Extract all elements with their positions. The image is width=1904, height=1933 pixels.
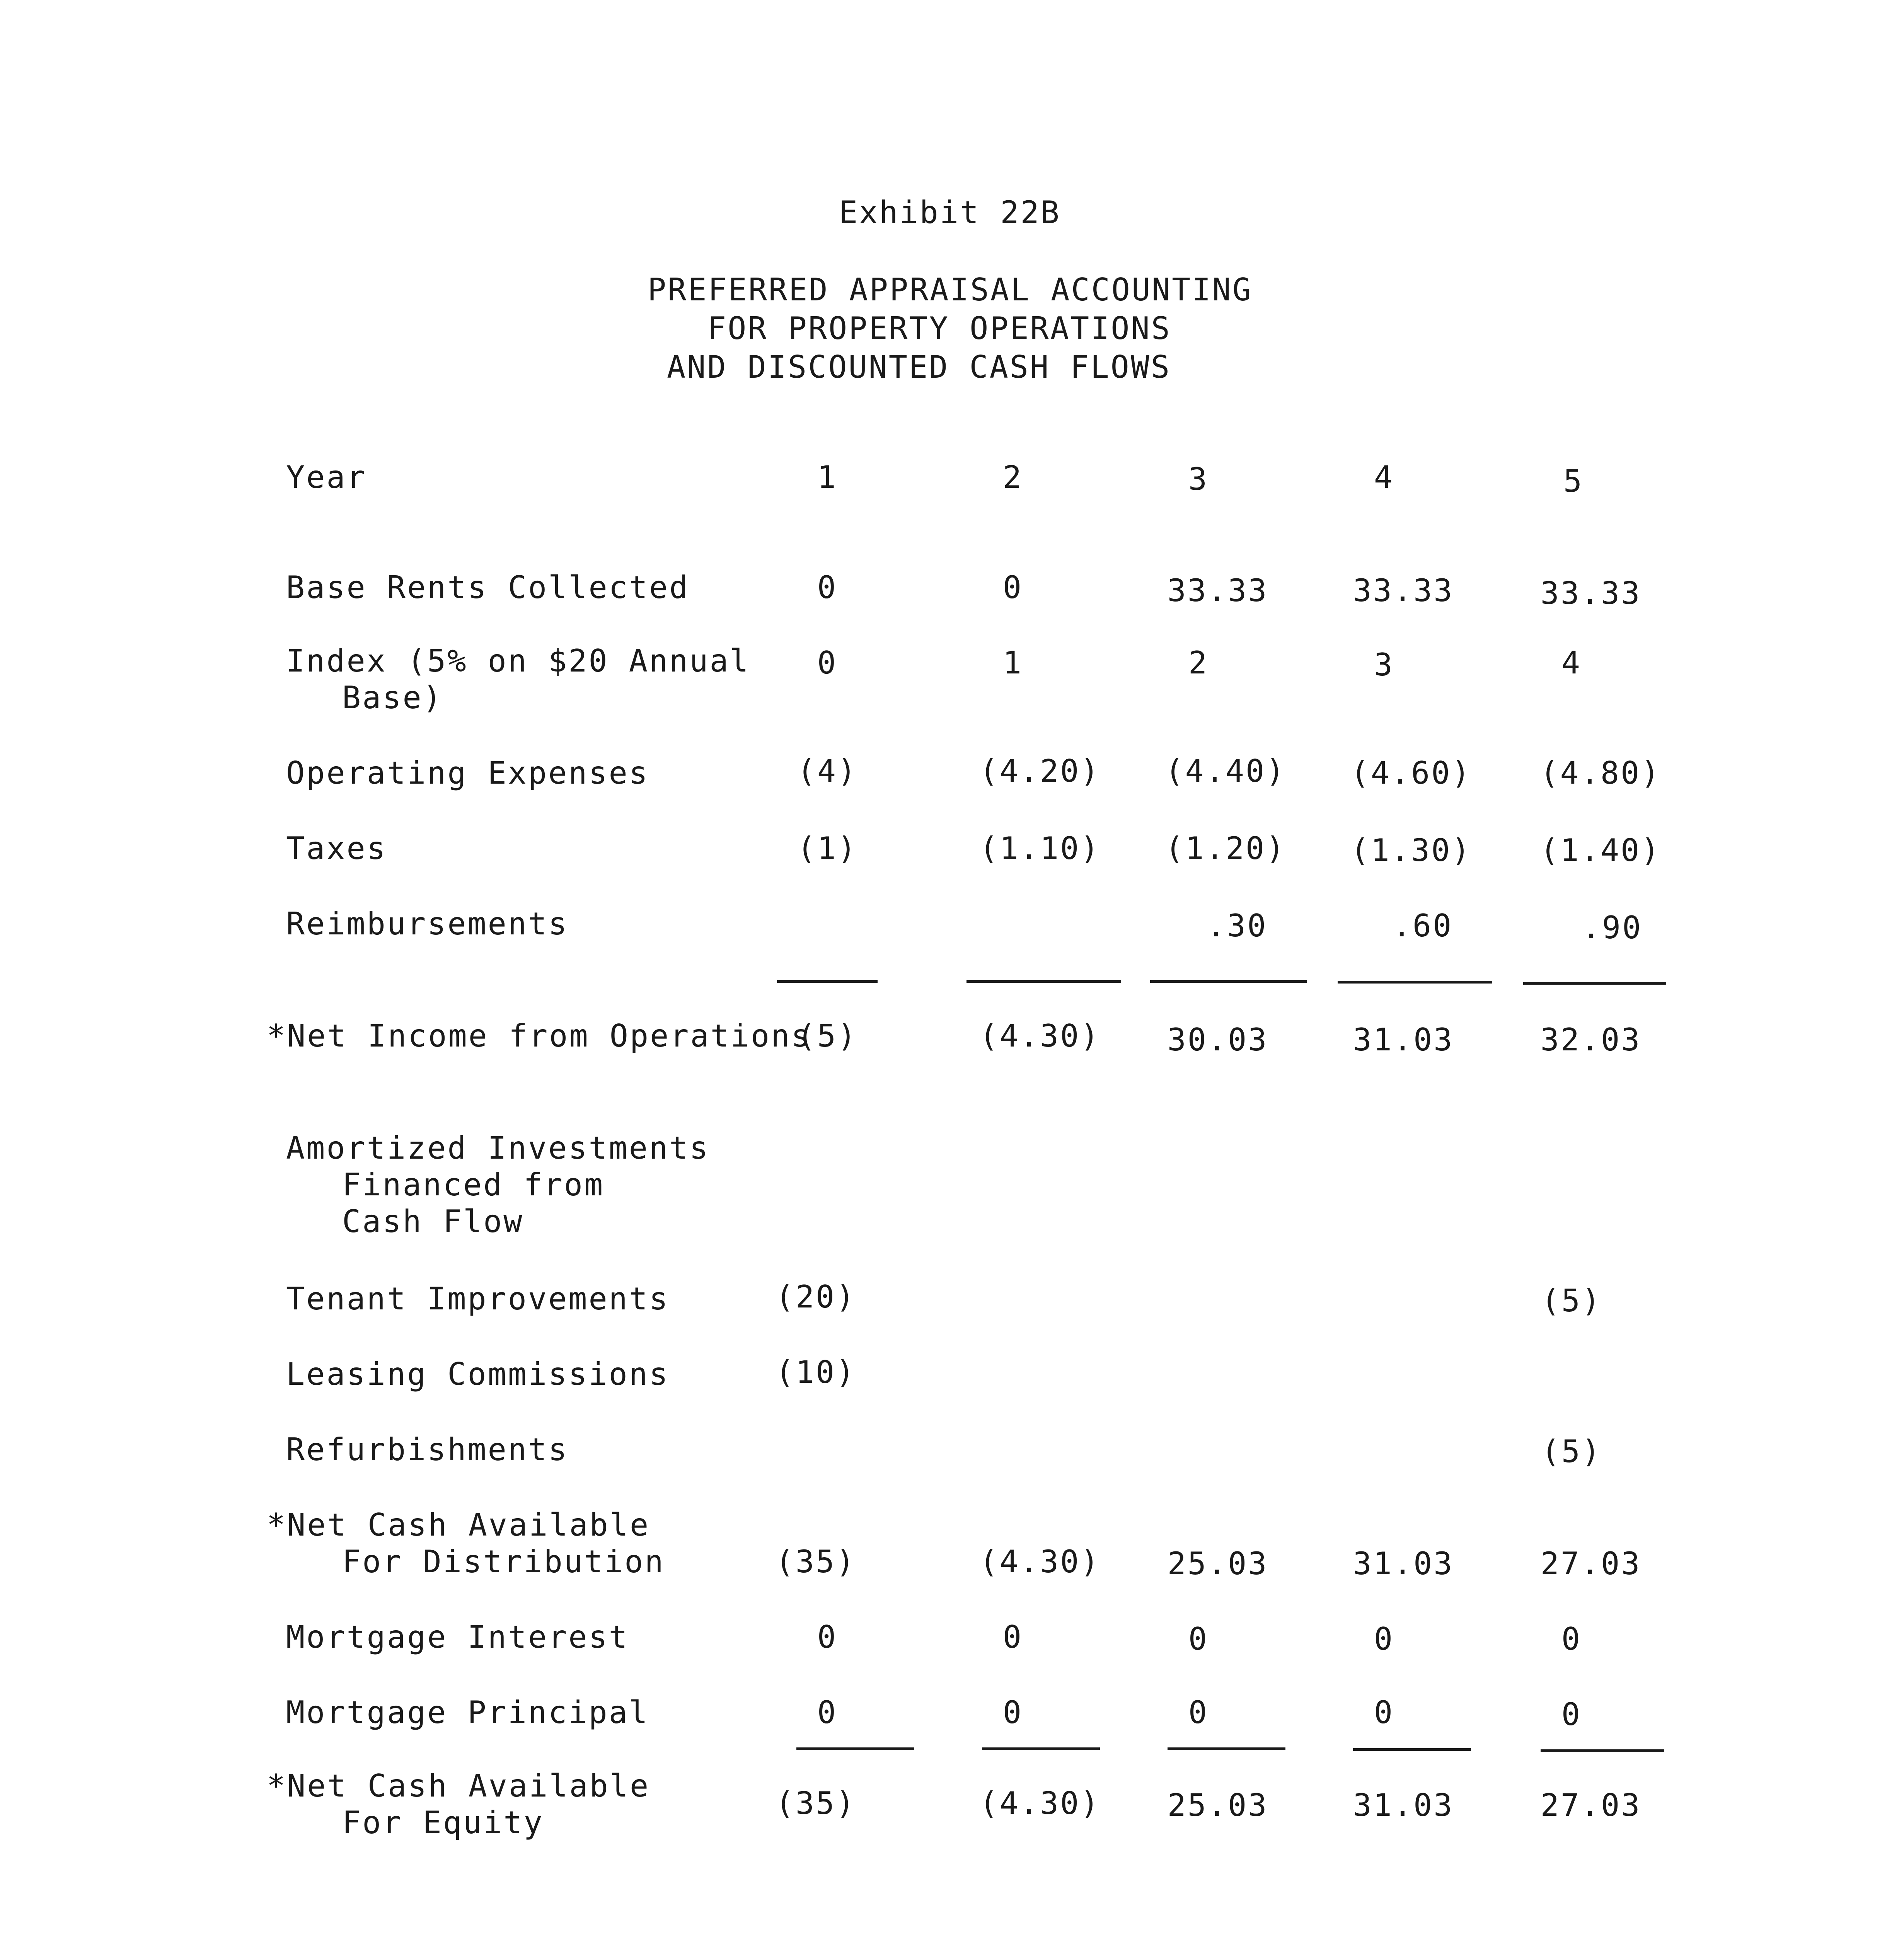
cell-mint-3: 0 bbox=[1188, 1621, 1209, 1657]
cell-opex-2: (4.20) bbox=[979, 753, 1101, 789]
title-line-1: PREFERRED APPRAISAL ACCOUNTING bbox=[648, 272, 1253, 308]
year-5: 5 bbox=[1563, 463, 1584, 499]
row-label-index-2: Base) bbox=[342, 680, 443, 716]
subtotal-rule-1 bbox=[777, 980, 878, 983]
cell-taxes-3: (1.20) bbox=[1165, 830, 1286, 866]
cell-tenant-5: (5) bbox=[1541, 1283, 1602, 1319]
cell-net-income-4: 31.03 bbox=[1353, 1022, 1454, 1058]
cell-taxes-2: (1.10) bbox=[979, 830, 1101, 866]
cell-ncd-3: 25.03 bbox=[1167, 1546, 1268, 1582]
row-label-reimbursements: Reimbursements bbox=[286, 906, 569, 942]
cell-net-income-1: (5) bbox=[797, 1018, 858, 1054]
cell-ncd-5: 27.03 bbox=[1540, 1546, 1641, 1582]
cell-mprin-2: 0 bbox=[1002, 1694, 1023, 1730]
cell-index-2: 1 bbox=[1002, 645, 1023, 681]
cell-nce-1: (35) bbox=[775, 1785, 856, 1821]
row-label-net-cash-equity-1: *Net Cash Available bbox=[267, 1768, 650, 1804]
cell-base-rents-1: 0 bbox=[817, 569, 838, 605]
row-label-refurbishments: Refurbishments bbox=[286, 1432, 569, 1468]
cell-mprin-4: 0 bbox=[1374, 1694, 1394, 1730]
cell-index-5: 4 bbox=[1561, 645, 1582, 681]
cell-base-rents-3: 33.33 bbox=[1167, 573, 1268, 609]
row-label-base-rents: Base Rents Collected bbox=[286, 569, 690, 605]
cell-refurb-5: (5) bbox=[1541, 1434, 1602, 1469]
cell-index-1: 0 bbox=[817, 645, 838, 681]
year-2: 2 bbox=[1002, 459, 1023, 495]
cell-opex-4: (4.60) bbox=[1350, 755, 1472, 791]
cell-nce-3: 25.03 bbox=[1167, 1787, 1268, 1823]
cell-mprin-5: 0 bbox=[1561, 1696, 1582, 1732]
cell-reimb-3: .30 bbox=[1207, 908, 1268, 944]
total-rule-1 bbox=[796, 1747, 914, 1750]
subtotal-rule-4 bbox=[1338, 981, 1492, 984]
year-4: 4 bbox=[1374, 459, 1394, 495]
row-label-taxes: Taxes bbox=[286, 830, 387, 866]
row-label-net-cash-equity-2: For Equity bbox=[342, 1805, 544, 1841]
cell-ncd-4: 31.03 bbox=[1353, 1546, 1454, 1582]
total-rule-3 bbox=[1168, 1747, 1285, 1750]
title-line-2: FOR PROPERTY OPERATIONS bbox=[707, 310, 1171, 346]
row-label-tenant-improvements: Tenant Improvements bbox=[286, 1281, 670, 1317]
cell-net-income-3: 30.03 bbox=[1167, 1022, 1268, 1058]
row-label-net-cash-distribution-2: For Distribution bbox=[342, 1544, 665, 1580]
cell-opex-5: (4.80) bbox=[1540, 755, 1661, 791]
title-line-3: AND DISCOUNTED CASH FLOWS bbox=[667, 349, 1171, 385]
cell-mint-2: 0 bbox=[1002, 1619, 1023, 1655]
subtotal-rule-2 bbox=[966, 980, 1121, 983]
subtotal-rule-3 bbox=[1150, 980, 1307, 983]
exhibit-label: Exhibit 22B bbox=[839, 194, 1061, 230]
cell-mint-4: 0 bbox=[1374, 1621, 1394, 1657]
cell-mint-1: 0 bbox=[817, 1619, 838, 1655]
total-rule-5 bbox=[1541, 1749, 1664, 1752]
cell-ncd-2: (4.30) bbox=[979, 1544, 1101, 1580]
cell-mprin-1: 0 bbox=[817, 1694, 838, 1730]
cell-nce-2: (4.30) bbox=[979, 1785, 1101, 1821]
row-label-mortgage-interest: Mortgage Interest bbox=[286, 1619, 629, 1655]
section-label-amortized-2: Financed from bbox=[342, 1167, 605, 1203]
cell-leasing-1: (10) bbox=[775, 1354, 856, 1390]
cell-reimb-4: .60 bbox=[1392, 908, 1453, 944]
row-label-operating-expenses: Operating Expenses bbox=[286, 755, 649, 791]
cell-taxes-5: (1.40) bbox=[1540, 832, 1661, 868]
cell-base-rents-2: 0 bbox=[1002, 569, 1023, 605]
cell-tenant-1: (20) bbox=[775, 1279, 856, 1315]
cell-base-rents-4: 33.33 bbox=[1353, 573, 1454, 609]
cell-ncd-1: (35) bbox=[775, 1544, 856, 1580]
cell-nce-5: 27.03 bbox=[1540, 1787, 1641, 1823]
cell-nce-4: 31.03 bbox=[1353, 1787, 1454, 1823]
total-rule-4 bbox=[1353, 1748, 1471, 1751]
row-label-leasing-commissions: Leasing Commissions bbox=[286, 1356, 670, 1392]
row-label-index-1: Index (5% on $20 Annual bbox=[286, 643, 750, 679]
cell-taxes-1: (1) bbox=[797, 830, 858, 866]
cell-opex-1: (4) bbox=[797, 753, 858, 789]
cell-taxes-4: (1.30) bbox=[1350, 832, 1472, 868]
row-label-net-cash-distribution-1: *Net Cash Available bbox=[267, 1507, 650, 1543]
cell-net-income-2: (4.30) bbox=[979, 1018, 1101, 1054]
cell-mprin-3: 0 bbox=[1188, 1694, 1209, 1730]
cell-net-income-5: 32.03 bbox=[1540, 1022, 1641, 1058]
section-label-amortized-1: Amortized Investments bbox=[286, 1130, 710, 1166]
year-1: 1 bbox=[817, 459, 838, 495]
row-label-mortgage-principal: Mortgage Principal bbox=[286, 1694, 649, 1730]
cell-base-rents-5: 33.33 bbox=[1540, 575, 1641, 611]
cell-reimb-5: .90 bbox=[1582, 910, 1643, 946]
subtotal-rule-5 bbox=[1523, 982, 1666, 985]
year-3: 3 bbox=[1188, 461, 1209, 497]
row-label-net-income: *Net Income from Operations bbox=[267, 1018, 811, 1054]
section-label-amortized-3: Cash Flow bbox=[342, 1203, 524, 1239]
total-rule-2 bbox=[982, 1747, 1100, 1750]
year-label: Year bbox=[286, 459, 367, 495]
cell-index-4: 3 bbox=[1374, 647, 1394, 683]
cell-mint-5: 0 bbox=[1561, 1621, 1582, 1657]
cell-index-3: 2 bbox=[1188, 645, 1209, 681]
cell-opex-3: (4.40) bbox=[1165, 753, 1286, 789]
